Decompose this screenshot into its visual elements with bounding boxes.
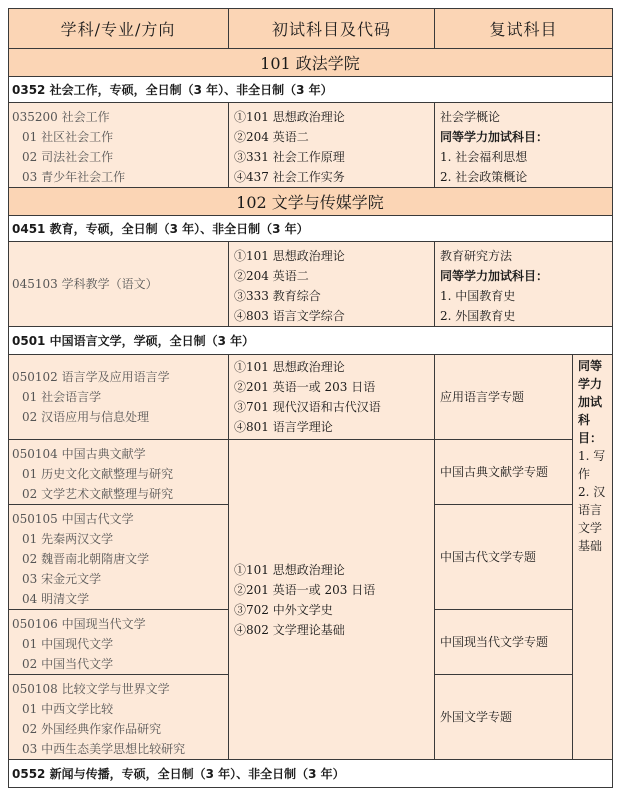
row-0352-exams [229, 103, 435, 188]
program-0352-title: 0352 社会工作，专硕，全日制（3 年）、非全日制（3 年） [12, 83, 333, 97]
row-0451-majors [8, 242, 229, 327]
retest-050102 [435, 355, 573, 440]
retest-subject: 应用语言学专题 [440, 390, 525, 404]
direction-line: 01 历史文化文献整理与研究 [22, 467, 174, 481]
direction-line: 03 中西生态美学思想比较研究 [22, 742, 186, 756]
college-101-title: 101 政法学院 [260, 54, 360, 73]
row-0352-majors [8, 103, 229, 188]
row-0501-exams-b [229, 440, 435, 760]
direction-line: 04 明清文学 [22, 592, 90, 606]
direction-line: 02 司法社会工作 [22, 150, 114, 164]
program-0501-title: 0501 中国语言文学，学硕，全日制（3 年） [12, 334, 255, 348]
retest-subject: 中国现当代文学专题 [440, 635, 549, 649]
exam-subject: ②201 英语一或 203 日语 [234, 380, 376, 394]
exam-subject: ③701 现代汉语和古代汉语 [234, 400, 381, 414]
exam-subject: ④803 语言文学综合 [234, 309, 345, 323]
exam-subject: ②201 英语一或 203 日语 [234, 582, 376, 597]
row-0352-retest [435, 103, 613, 188]
major-line: 045103 学科教学（语文） [12, 277, 158, 291]
exam-subject: ①101 思想政治理论 [234, 249, 345, 263]
extra-subject: 1. 社会福利思想 [440, 150, 528, 164]
row-0501-exams-a [229, 355, 435, 440]
row-0501-equal-education [573, 355, 613, 760]
retest-050108 [435, 675, 573, 760]
direction-line: 03 宋金元文学 [22, 572, 102, 586]
row-0451-retest [435, 242, 613, 327]
exam-subject: ③702 中外文学史 [234, 602, 333, 617]
exam-subject: ①101 思想政治理论 [234, 110, 345, 124]
equal-education-label: 同等学力加试科目： [440, 269, 549, 283]
retest-subject: 中国古典文献学专题 [440, 465, 549, 479]
extra-subject: 2. 外国教育史 [440, 309, 516, 323]
college-102-banner [8, 188, 613, 216]
direction-line: 03 青少年社会工作 [22, 170, 126, 184]
major-line: 050102 语言学及应用语言学 [12, 370, 170, 384]
exam-subject: ④801 语言学理论 [234, 420, 333, 434]
header-col-major-label: 学科/专业/方向 [60, 19, 176, 39]
direction-line: 01 中国现代文学 [22, 637, 114, 651]
exam-subject: ④802 文学理论基础 [234, 622, 345, 637]
header-col-major [8, 8, 229, 49]
exam-subject: ③331 社会工作原理 [234, 150, 345, 164]
group-050106 [8, 610, 229, 675]
exam-subject: ①101 思想政治理论 [234, 360, 345, 374]
program-0352-row [8, 77, 613, 103]
college-102-title: 102 文学与传媒学院 [236, 193, 384, 212]
direction-line: 01 社区社会工作 [22, 130, 114, 144]
exam-subject: ③333 教育综合 [234, 289, 321, 303]
retest-subject: 外国文学专题 [440, 710, 513, 724]
exam-subject: ①101 思想政治理论 [234, 562, 345, 577]
program-0552-row [8, 760, 613, 788]
program-0451-title: 0451 教育，专硕，全日制（3 年）、非全日制（3 年） [12, 222, 309, 236]
retest-subject: 中国古代文学专题 [440, 550, 537, 564]
direction-line: 02 外国经典作家作品研究 [22, 722, 162, 736]
header-col-exams [229, 8, 435, 49]
row-0451-exams [229, 242, 435, 327]
program-0501-row [8, 327, 613, 355]
retest-050104 [435, 440, 573, 505]
direction-line: 01 中西文学比较 [22, 702, 114, 716]
header-col-exams-label: 初试科目及代码 [271, 19, 391, 39]
college-101-banner [8, 49, 613, 77]
exam-subject: ④437 社会工作实务 [234, 170, 345, 184]
header-col-retest-label: 复试科目 [489, 19, 558, 39]
group-050102 [8, 355, 229, 440]
retest-subject: 教育研究方法 [440, 249, 513, 263]
major-line: 050106 中国现当代文学 [12, 617, 146, 631]
extra-subject: 2. 社会政策概论 [440, 170, 528, 184]
equal-education-label: 同等学力加试科目： [578, 359, 603, 445]
group-050108 [8, 675, 229, 760]
extra-subject: 2. 汉语言文学基础 [578, 485, 606, 553]
header-col-retest [435, 8, 613, 49]
exam-subject: ②204 英语二 [234, 269, 309, 283]
direction-line: 02 中国当代文学 [22, 657, 114, 671]
major-line: 050105 中国古代文学 [12, 512, 134, 526]
exam-subject: ②204 英语二 [234, 130, 309, 144]
retest-050105 [435, 505, 573, 610]
program-0451-row [8, 216, 613, 242]
direction-line: 02 魏晋南北朝隋唐文学 [22, 552, 150, 566]
major-line: 035200 社会工作 [12, 110, 110, 124]
direction-line: 02 文学艺术文献整理与研究 [22, 487, 174, 501]
retest-050106 [435, 610, 573, 675]
major-line: 050104 中国古典文献学 [12, 447, 146, 461]
extra-subject: 1. 写作 [578, 449, 606, 481]
direction-line: 01 社会语言学 [22, 390, 102, 404]
equal-education-label: 同等学力加试科目： [440, 130, 549, 144]
group-050105 [8, 505, 229, 610]
major-line: 050108 比较文学与世界文学 [12, 682, 170, 696]
retest-subject: 社会学概论 [440, 110, 501, 124]
program-0552-title: 0552 新闻与传播，专硕，全日制（3 年）、非全日制（3 年） [12, 767, 345, 781]
extra-subject: 1. 中国教育史 [440, 289, 516, 303]
direction-line: 01 先秦两汉文学 [22, 532, 114, 546]
group-050104 [8, 440, 229, 505]
direction-line: 02 汉语应用与信息处理 [22, 410, 150, 424]
